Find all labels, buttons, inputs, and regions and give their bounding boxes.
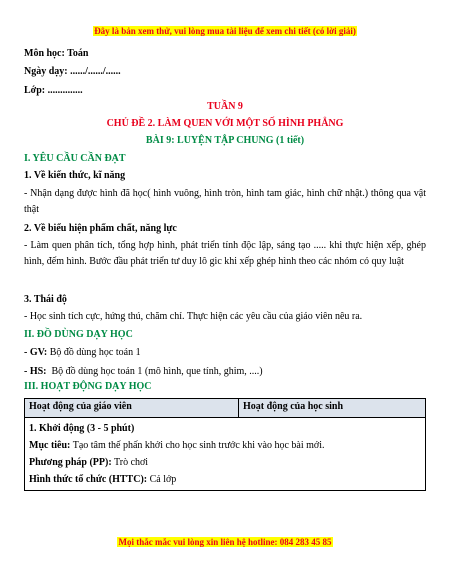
student-activity-column-header: Hoạt động của học sinh — [239, 399, 426, 418]
method-label: Phương pháp (PP): — [29, 457, 112, 468]
student-materials-line — [24, 365, 263, 379]
student-materials-label: - HS: — [24, 366, 47, 377]
subject-line: Môn học: Toán — [24, 48, 89, 59]
goal-label: Mục tiêu: — [29, 440, 71, 451]
organization-form-line — [29, 471, 421, 488]
qualities-subheading: 2. Về biểu hiện phẩm chất, năng lực — [24, 223, 177, 234]
attitude-subheading: 3. Thái độ — [24, 294, 67, 305]
section-requirements-heading: I. YÊU CẦU CẦN ĐẠT — [24, 153, 126, 164]
knowledge-skills-text: - Nhận dạng được hình đã học( hình vuông, hình tròn, hình tam giác, hình chữ nhật.) thông qua vật thật — [24, 188, 426, 215]
teacher-materials-line — [24, 346, 141, 360]
attitude-text: - Học sinh tích cực, hứng thú, chăm chỉ. Thực hiện các yêu cầu của giáo viên nêu ra. — [24, 311, 363, 322]
method-line — [29, 454, 421, 471]
goal-line — [29, 437, 421, 454]
lesson-title: BÀI 9: LUYỆN TẬP CHUNG (1 tiết) — [145, 135, 305, 146]
organization-form-text: Cả lớp — [147, 474, 177, 485]
hotline-banner — [0, 537, 450, 547]
teacher-activity-column-header: Hoạt động của giáo viên — [25, 399, 239, 418]
knowledge-skills-subheading: 1. Về kiến thức, kĩ năng — [24, 170, 126, 181]
goal-text: Tạo tâm thế phấn khởi cho học sinh trước khi vào học bài mới. — [70, 440, 325, 451]
table-row — [25, 418, 426, 491]
preview-notice-text: Đây là bản xem thử, vui lòng mua tài liệu để xem chi tiết (có lời giải) — [94, 26, 356, 36]
topic-title: CHỦ ĐỀ 2. LÀM QUEN VỚI MỘT SỐ HÌNH PHẲNG — [106, 118, 344, 129]
section-materials-heading: II. ĐỒ DÙNG DẠY HỌC — [24, 329, 133, 340]
section-activities-heading: III. HOẠT ĐỘNG DẠY HỌC — [24, 381, 152, 392]
teacher-materials-label: - GV: — [24, 347, 48, 358]
method-text: Trò chơi — [111, 457, 149, 468]
hotline-text: Mọi thắc mắc vui lòng xin liên hệ hotline: 084 283 45 85 — [118, 537, 332, 547]
student-materials-text: Bộ đồ dùng học toán 1 (mô hình, que tính, ghim, ....) — [46, 366, 263, 377]
warmup-activity-title: 1. Khởi động (3 - 5 phút) — [29, 423, 135, 434]
date-line: Ngày dạy: ....../....../...... — [24, 66, 121, 77]
qualities-text: - Làm quen phân tích, tổng hợp hình, phát triển tính độc lập, sáng tạo ..... khi thực hiện xếp, ghép hình, đếm hình. Bước đầu phát triển tư duy lô gic khi xếp ghép hình theo các nhóm có quy luật — [24, 240, 426, 267]
class-line: Lớp: .............. — [24, 85, 83, 96]
warmup-activity-cell — [25, 418, 426, 491]
teacher-materials-text: Bộ đồ dùng học toán 1 — [47, 347, 141, 358]
activities-table-header — [25, 399, 426, 418]
activities-table — [24, 398, 426, 491]
week-title: TUẦN 9 — [207, 101, 243, 112]
preview-notice-banner — [0, 26, 450, 36]
organization-form-label: Hình thức tổ chức (HTTC): — [29, 474, 148, 485]
